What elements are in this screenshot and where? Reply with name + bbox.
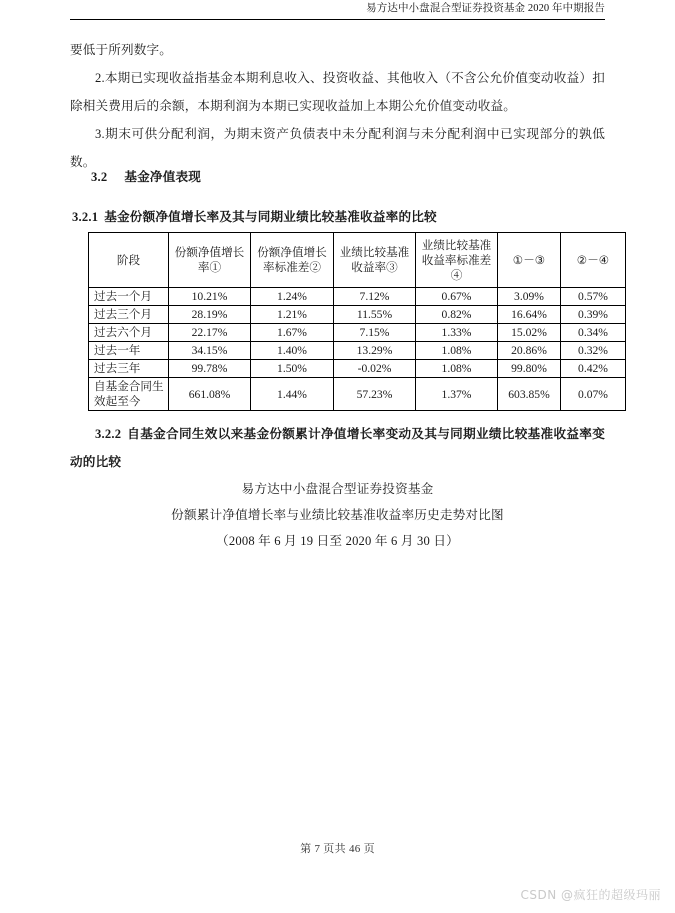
cell-nav-growth-stddev: 1.24%	[251, 288, 334, 306]
paragraph-note-3: 3.期末可供分配利润，为期末资产负债表中未分配利润与未分配利润中已实现部分的孰低数。	[70, 127, 605, 169]
cell-nav-growth-stddev: 1.50%	[251, 360, 334, 378]
column-header-diff-2-4: ②－④	[561, 233, 626, 288]
performance-comparison-table	[88, 232, 626, 411]
table-row	[89, 360, 626, 378]
cell-diff-1-3: 20.86%	[498, 342, 561, 360]
cell-benchmark-stddev: 1.37%	[416, 378, 498, 411]
column-header-nav-growth-stddev: 份额净值增长率标准差②	[251, 233, 334, 288]
heading-3-2-1-text: 基金份额净值增长率及其与同期业绩比较基准收益率的比较	[104, 210, 437, 224]
cell-benchmark-stddev: 1.33%	[416, 324, 498, 342]
cell-diff-2-4: 0.39%	[561, 306, 626, 324]
heading-3-2-2-number: 3.2.2	[95, 427, 122, 441]
column-header-nav-growth: 份额净值增长率①	[169, 233, 251, 288]
heading-3-2-number: 3.2	[91, 170, 108, 184]
chart-caption-period: （2008 年 6 月 19 日至 2020 年 6 月 30 日）	[216, 534, 459, 548]
page-number-footer: 第 7 页共 46 页	[300, 843, 375, 855]
cell-stage: 过去三年	[89, 360, 169, 378]
table-header-row	[89, 233, 626, 288]
cell-benchmark-return: 57.23%	[334, 378, 416, 411]
cell-diff-2-4: 0.42%	[561, 360, 626, 378]
cell-diff-1-3: 16.64%	[498, 306, 561, 324]
table-row	[89, 288, 626, 306]
running-header: 易方达中小盘混合型证券投资基金 2020 年中期报告	[366, 3, 605, 14]
cell-benchmark-return: -0.02%	[334, 360, 416, 378]
paragraph-continuation: 要低于所列数字。	[70, 43, 172, 57]
cell-stage: 过去一个月	[89, 288, 169, 306]
cell-benchmark-stddev: 1.08%	[416, 360, 498, 378]
cell-nav-growth: 10.21%	[169, 288, 251, 306]
cell-diff-2-4: 0.07%	[561, 378, 626, 411]
cell-stage: 过去一年	[89, 342, 169, 360]
table-row	[89, 324, 626, 342]
csdn-watermark: CSDN @疯狂的超级玛丽	[520, 888, 661, 902]
table-header	[89, 233, 626, 288]
cell-diff-1-3: 99.80%	[498, 360, 561, 378]
cell-stage: 过去三个月	[89, 306, 169, 324]
cell-benchmark-stddev: 0.82%	[416, 306, 498, 324]
table-row	[89, 378, 626, 411]
column-header-stage: 阶段	[89, 233, 169, 288]
cell-diff-2-4: 0.34%	[561, 324, 626, 342]
cell-nav-growth: 28.19%	[169, 306, 251, 324]
chart-caption-fund-name: 易方达中小盘混合型证券投资基金	[241, 482, 434, 496]
cell-benchmark-return: 7.12%	[334, 288, 416, 306]
cell-diff-1-3: 15.02%	[498, 324, 561, 342]
cell-nav-growth-stddev: 1.67%	[251, 324, 334, 342]
heading-3-2-2-text: 自基金合同生效以来基金份额累计净值增长率变动及其与同期业绩比较基准收益率变动的比较	[70, 427, 605, 469]
cell-benchmark-stddev: 0.67%	[416, 288, 498, 306]
cell-benchmark-stddev: 1.08%	[416, 342, 498, 360]
heading-3-2-1	[72, 206, 437, 225]
heading-3-2-2	[70, 420, 605, 476]
cell-nav-growth-stddev: 1.21%	[251, 306, 334, 324]
column-header-benchmark-stddev: 业绩比较基准收益率标准差④	[416, 233, 498, 288]
heading-3-2-text: 基金净值表现	[124, 170, 202, 184]
header-divider	[70, 19, 605, 20]
chart-plot-area	[70, 556, 605, 821]
table-body	[89, 288, 626, 411]
cell-nav-growth-stddev: 1.44%	[251, 378, 334, 411]
cell-stage: 自基金合同生效起至今	[89, 378, 169, 411]
cell-stage: 过去六个月	[89, 324, 169, 342]
cell-benchmark-return: 11.55%	[334, 306, 416, 324]
cell-benchmark-return: 13.29%	[334, 342, 416, 360]
body-text-block	[70, 36, 605, 176]
cell-nav-growth: 34.15%	[169, 342, 251, 360]
cell-nav-growth-stddev: 1.40%	[251, 342, 334, 360]
cell-benchmark-return: 7.15%	[334, 324, 416, 342]
table-row	[89, 342, 626, 360]
cell-nav-growth: 99.78%	[169, 360, 251, 378]
column-header-benchmark-return: 业绩比较基准收益率③	[334, 233, 416, 288]
paragraph-note-2: 2.本期已实现收益指基金本期利息收入、投资收益、其他收入（不含公允价值变动收益）扣除相关费用后的余额，本期利润为本期已实现收益加上本期公允价值变动收益。	[70, 71, 605, 113]
table-row	[89, 306, 626, 324]
chart-caption-block	[70, 476, 605, 554]
cell-diff-2-4: 0.32%	[561, 342, 626, 360]
cell-diff-2-4: 0.57%	[561, 288, 626, 306]
column-header-diff-1-3: ①－③	[498, 233, 561, 288]
cell-nav-growth: 661.08%	[169, 378, 251, 411]
heading-3-2	[91, 166, 201, 185]
cell-diff-1-3: 603.85%	[498, 378, 561, 411]
cell-nav-growth: 22.17%	[169, 324, 251, 342]
cell-diff-1-3: 3.09%	[498, 288, 561, 306]
chart-caption-title: 份额累计净值增长率与业绩比较基准收益率历史走势对比图	[171, 508, 504, 522]
heading-3-2-1-number: 3.2.1	[72, 210, 99, 224]
